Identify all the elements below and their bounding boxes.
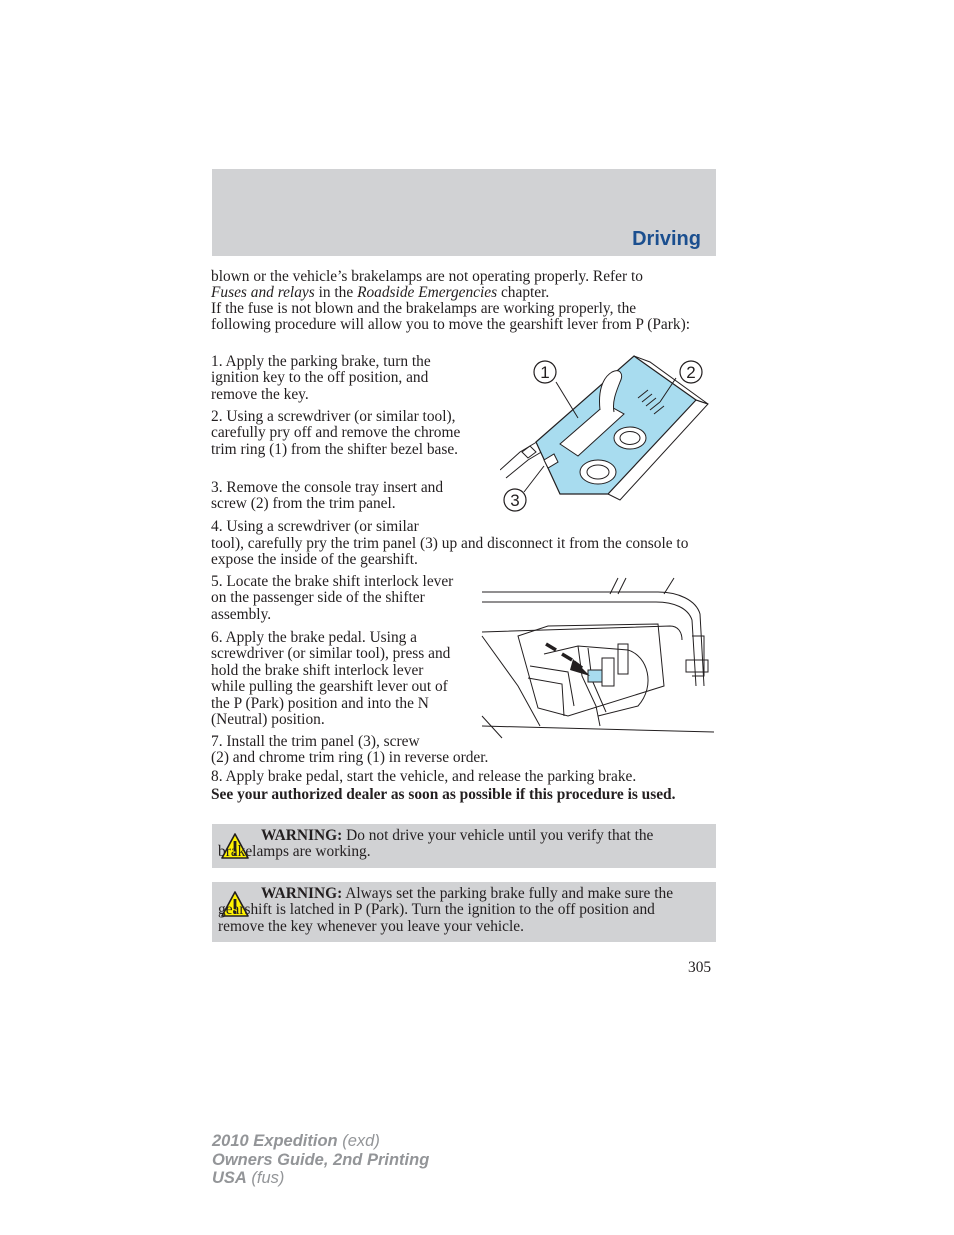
callout-2: 2 bbox=[686, 363, 696, 382]
warning-box-1 bbox=[212, 824, 716, 868]
intro-paragraph-1 bbox=[211, 269, 711, 302]
warning-body: Always set the parking brake fully and make sure the gearshift is latched in P (Park). Turn the ignition to the off position and remove the key whenever you leave your vehicle. bbox=[218, 885, 674, 935]
warning-body: Do not drive your vehicle until you verify that the brakelamps are working. bbox=[218, 827, 654, 861]
step-7-rest: (2) and chrome trim ring (1) in reverse order. bbox=[211, 749, 489, 766]
step-2: 2. Using a screwdriver (or similar tool), carefully pry off and remove the chrome trim ring (1) from the shifter bezel base. bbox=[211, 408, 461, 458]
footer-line-2: Owners Guide, 2nd Printing bbox=[212, 1150, 430, 1169]
footer-model: 2010 Expedition bbox=[212, 1132, 338, 1150]
header-band bbox=[212, 169, 716, 256]
console-shifter-illustration bbox=[500, 352, 716, 512]
dealer-notice: See your authorized dealer as soon as possible if this procedure is used. bbox=[211, 786, 676, 803]
footer bbox=[212, 1132, 429, 1188]
callout-3: 3 bbox=[510, 491, 520, 510]
footer-line-1 bbox=[212, 1132, 429, 1151]
warning-box-2 bbox=[212, 882, 716, 942]
fuses-reference: Fuses and relays bbox=[211, 284, 315, 302]
page-number: 305 bbox=[688, 959, 712, 976]
step-4-rest: tool), carefully pry the trim panel (3) up and disconnect it from the console to expose the inside of the gearshift. bbox=[211, 535, 689, 569]
step-4-start: 4. Using a screwdriver (or similar bbox=[211, 518, 419, 535]
step-7-start: 7. Install the trim panel (3), screw bbox=[211, 733, 420, 750]
intro-text: in the bbox=[314, 284, 358, 302]
warning-text-2 bbox=[218, 886, 704, 935]
footer-model-code: (exd) bbox=[337, 1132, 380, 1150]
roadside-reference: Roadside Emergencies bbox=[357, 284, 498, 302]
warning-label: WARNING: bbox=[261, 885, 343, 902]
intro-text: chapter. bbox=[497, 284, 550, 302]
intro-paragraph-2: If the fuse is not blown and the brakelamps are working properly, the following procedure will allow you to move the gearshift lever from P (Park): bbox=[211, 300, 690, 334]
step-8: 8. Apply brake pedal, start the vehicle, and release the parking brake. bbox=[211, 768, 637, 785]
intro-text: blown or the vehicle’s brakelamps are not operating properly. Refer to bbox=[211, 268, 643, 285]
callout-1: 1 bbox=[540, 363, 550, 382]
interlock-lever-illustration bbox=[478, 576, 716, 740]
footer-market: USA bbox=[212, 1169, 247, 1187]
step-3: 3. Remove the console tray insert and screw (2) from the trim panel. bbox=[211, 479, 444, 513]
footer-market-code: (fus) bbox=[246, 1169, 285, 1187]
warning-label: WARNING: bbox=[261, 827, 343, 844]
warning-text-1 bbox=[218, 828, 704, 861]
step-5: 5. Locate the brake shift interlock lever on the passenger side of the shifter assembly. bbox=[211, 573, 454, 623]
step-1: 1. Apply the parking brake, turn the ignition key to the off position, and remove the key. bbox=[211, 353, 431, 403]
step-6: 6. Apply the brake pedal. Using a screwdriver (or similar tool), press and hold the brake shift interlock lever while pulling the gearshift lever out of the P (Park) position and into the N (Neutral) position. bbox=[211, 629, 451, 729]
footer-line-3 bbox=[212, 1169, 429, 1188]
section-title: Driving bbox=[632, 228, 701, 250]
